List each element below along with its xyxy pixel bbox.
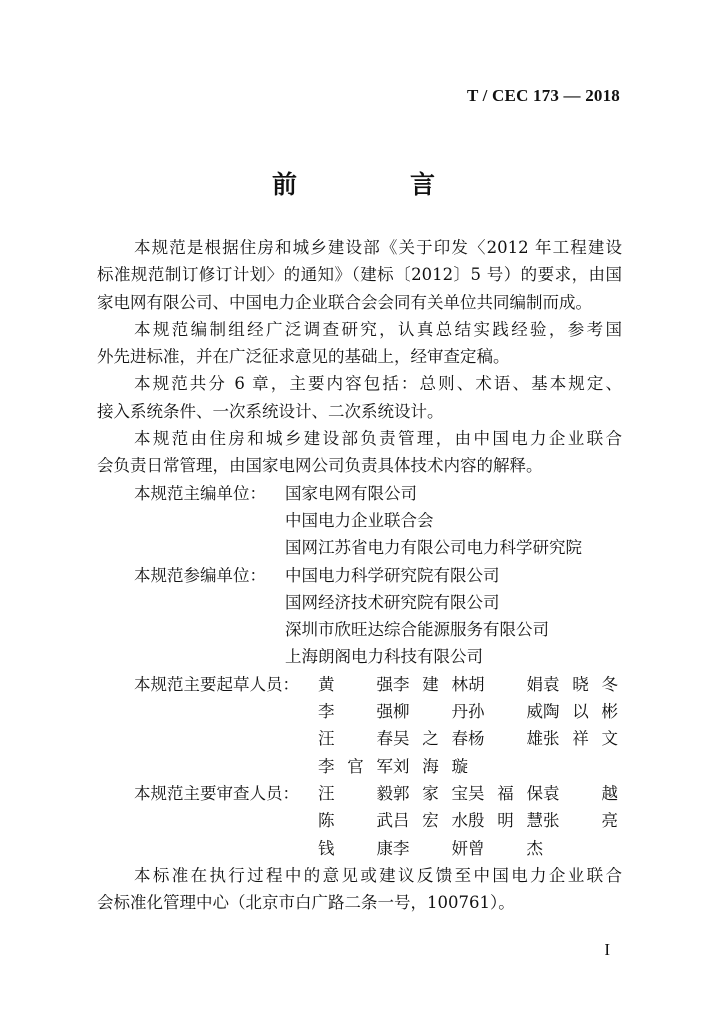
participating-units (97, 562, 622, 671)
person-name: 刘海璇 (393, 756, 468, 776)
person-name: 殷明慧 (468, 811, 543, 831)
reviewers (97, 780, 622, 862)
name-row (318, 753, 622, 780)
paragraph-line: 外先进标准，并在广泛征求意见的基础上，经审查定稿。 (97, 347, 510, 367)
drafters-label: 本规范主要起草人员： (134, 674, 299, 694)
paragraph-1 (97, 234, 622, 316)
person-name: 袁晓冬 (543, 674, 618, 694)
reviewers-list (318, 780, 622, 862)
unit-name: 中国电力企业联合会 (285, 510, 434, 530)
name-row (318, 780, 622, 807)
drafters-list (318, 671, 622, 780)
paragraph-line: 会负责日常管理，由国家电网公司负责具体技术内容的解释。 (97, 456, 543, 476)
person-name: 杨 雄 (468, 729, 543, 749)
drafters (97, 671, 622, 780)
paragraph-3 (97, 370, 622, 425)
name-row (318, 807, 622, 834)
unit-name: 国家电网有限公司 (285, 483, 417, 503)
unit-name: 上海朗阁电力科技有限公司 (285, 647, 483, 667)
person-name: 吴福保 (468, 783, 543, 803)
chief-units (97, 480, 622, 562)
person-name: 汪 春 (318, 729, 393, 749)
standard-code: T / CEC 173 — 2018 (467, 86, 620, 105)
chief-units-list (285, 480, 622, 562)
paragraph-line: 标准规范制订修订计划〉的通知》（建标〔2012〕5 号）的要求，由国 (97, 265, 622, 285)
person-name: 钱 康 (318, 838, 393, 858)
paragraph-2 (97, 316, 622, 371)
paragraph-line: 接入系统条件、一次系统设计、二次系统设计。 (97, 401, 444, 421)
unit-name: 国网经济技术研究院有限公司 (285, 592, 500, 612)
participating-units-list (285, 562, 622, 671)
person-name: 陶以彬 (543, 702, 618, 722)
unit-name: 深圳市欣旺达综合能源服务有限公司 (285, 620, 549, 640)
person-name: 陈 武 (318, 811, 393, 831)
person-name: 吕宏水 (393, 811, 468, 831)
person-name: 吴之春 (393, 729, 468, 749)
participating-units-label: 本规范参编单位： (134, 565, 266, 585)
closing-line: 会标准化管理中心（北京市白广路二条一号，100761）。 (97, 893, 515, 913)
person-name: 黄 强 (318, 674, 393, 694)
closing-paragraph (97, 862, 622, 917)
person-name: 汪 毅 (318, 783, 393, 803)
paragraphs (97, 234, 622, 480)
person-name: 张祥文 (543, 729, 618, 749)
person-name: 李建林 (393, 674, 468, 694)
chief-units-label: 本规范主编单位： (134, 483, 266, 503)
unit-name: 国网江苏省电力有限公司电力科学研究院 (285, 538, 582, 558)
name-row (318, 671, 622, 698)
unit-name: 中国电力科学研究院有限公司 (285, 565, 500, 585)
person-name: 李 妍 (393, 838, 468, 858)
person-name: 李官军 (318, 756, 393, 776)
paragraph-line: 本规范编制组经广泛调查研究，认真总结实践经验，参考国 (134, 319, 622, 339)
paragraph-line: 本规范是根据住房和城乡建设部《关于印发〈2012 年工程建设 (134, 238, 622, 257)
name-row (318, 698, 622, 725)
name-row (318, 725, 622, 752)
preface-body (97, 234, 622, 916)
closing-line: 本标准在执行过程中的意见或建议反馈至中国电力企业联合 (134, 865, 622, 885)
person-name: 张 亮 (543, 811, 618, 831)
person-name: 柳 丹 (393, 702, 468, 722)
paragraph-line: 本规范由住房和城乡建设部负责管理，由中国电力企业联合 (134, 429, 622, 449)
person-name: 郭家宝 (393, 783, 468, 803)
page-title: 前 言 (271, 170, 479, 199)
person-name: 孙 威 (468, 702, 543, 722)
paragraph-line: 家电网有限公司、中国电力企业联合会会同有关单位共同编制而成。 (97, 292, 592, 312)
name-row (318, 835, 622, 862)
person-name: 袁 越 (543, 783, 618, 803)
person-name: 胡 娟 (468, 674, 543, 694)
person-name: 李 强 (318, 702, 393, 722)
paragraph-4 (97, 425, 622, 480)
reviewers-label: 本规范主要审查人员： (134, 783, 299, 803)
paragraph-line: 本规范共分 6 章，主要内容包括：总则、术语、基本规定、 (134, 374, 622, 394)
page-number: I (604, 940, 610, 959)
person-name: 曾 杰 (468, 838, 543, 858)
